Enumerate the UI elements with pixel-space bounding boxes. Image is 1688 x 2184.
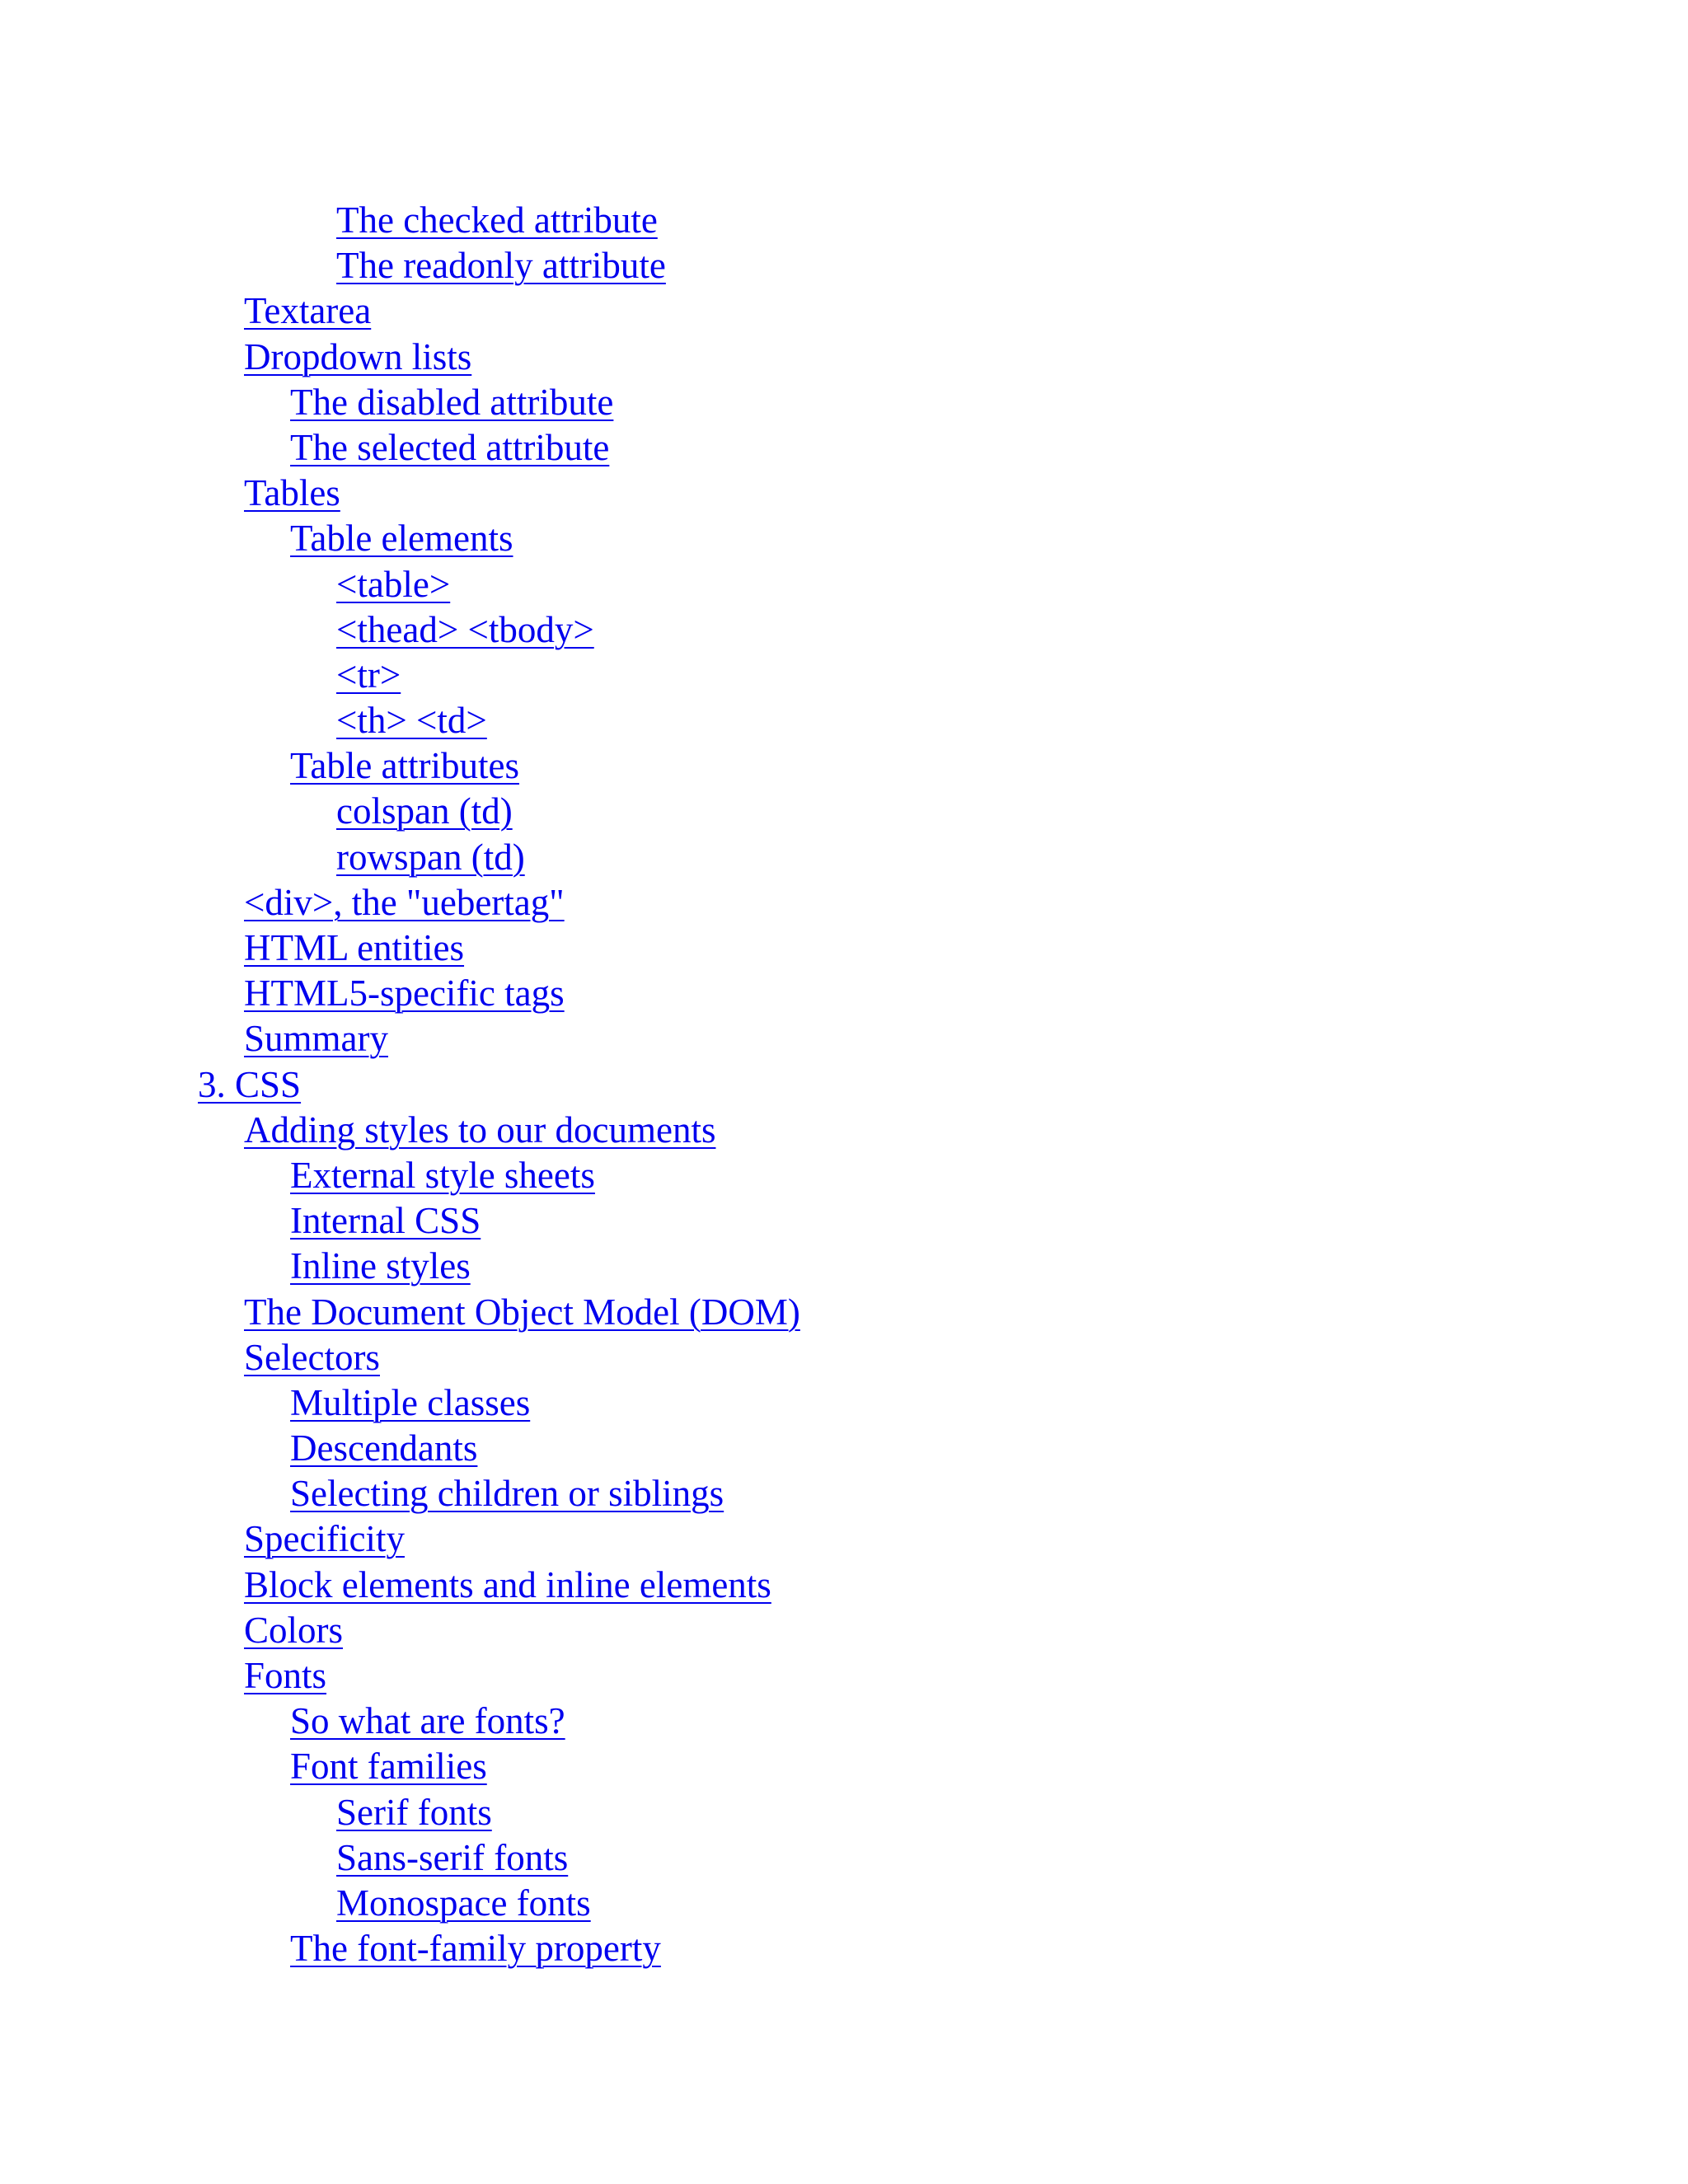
toc-link[interactable]: Colors [244, 1609, 344, 1651]
toc-entry [244, 926, 800, 971]
toc-entry [244, 1653, 800, 1699]
toc-entry [336, 1835, 800, 1881]
toc-entry [336, 835, 800, 880]
toc-entry [336, 198, 800, 243]
toc-link[interactable]: <div>, the "uebertag" [244, 881, 565, 923]
toc-entry [290, 1426, 800, 1471]
toc-link[interactable]: Multiple classes [290, 1381, 531, 1423]
toc-entry [290, 1380, 800, 1426]
toc-entry [336, 653, 800, 698]
toc-entry [336, 243, 800, 288]
toc-link[interactable]: Selectors [244, 1336, 380, 1378]
toc-entry [244, 471, 800, 516]
toc-link[interactable]: Font families [290, 1746, 487, 1788]
toc-entry [244, 1516, 800, 1562]
toc-entry [244, 880, 800, 926]
toc-link[interactable]: Serif fonts [336, 1791, 492, 1833]
toc-link[interactable]: Internal CSS [290, 1200, 481, 1242]
toc-link[interactable]: Monospace fonts [336, 1882, 591, 1924]
toc-link[interactable]: Descendants [290, 1427, 478, 1469]
toc-entry [290, 1198, 800, 1244]
toc-link[interactable]: Textarea [244, 290, 372, 332]
toc-entry [198, 1062, 800, 1108]
toc-link[interactable]: Block elements and inline elements [244, 1563, 771, 1605]
toc-entry [336, 698, 800, 743]
toc-link[interactable]: The readonly attribute [336, 245, 666, 287]
table-of-contents [0, 198, 800, 1971]
toc-entry [336, 1790, 800, 1835]
toc-link[interactable]: Table elements [290, 518, 513, 560]
toc-entry [290, 516, 800, 561]
toc-entry [244, 288, 800, 334]
toc-link[interactable]: The selected attribute [290, 426, 610, 468]
toc-link[interactable]: rowspan (td) [336, 836, 525, 878]
toc-entry [290, 1244, 800, 1289]
toc-link[interactable]: The Document Object Model (DOM) [244, 1291, 800, 1333]
toc-link[interactable]: colspan (td) [336, 790, 513, 832]
toc-entry [290, 1153, 800, 1198]
toc-entry [244, 1108, 800, 1153]
toc-entry [290, 1926, 800, 1971]
toc-entry [336, 1881, 800, 1926]
toc-link[interactable]: 3. CSS [198, 1063, 302, 1105]
toc-link[interactable]: Fonts [244, 1655, 327, 1696]
toc-entry [290, 425, 800, 471]
toc-entry [244, 1016, 800, 1062]
toc-entry [244, 1290, 800, 1335]
toc-link[interactable]: Inline styles [290, 1245, 471, 1287]
toc-link[interactable]: Adding styles to our documents [244, 1108, 716, 1151]
toc-link[interactable]: Summary [244, 1018, 388, 1060]
toc-link[interactable]: <tr> [336, 654, 401, 696]
toc-entry [244, 335, 800, 380]
toc-link[interactable]: Specificity [244, 1518, 405, 1560]
toc-link[interactable]: The disabled attribute [290, 381, 614, 423]
toc-link[interactable]: Table attributes [290, 745, 519, 787]
toc-entry [290, 1471, 800, 1516]
toc-entry [290, 380, 800, 425]
toc-entry [290, 1699, 800, 1744]
toc-link[interactable]: HTML entities [244, 927, 465, 968]
toc-entry [336, 789, 800, 834]
toc-entry [290, 1744, 800, 1789]
toc-entry [244, 971, 800, 1016]
toc-link[interactable]: <thead> <tbody> [336, 608, 594, 650]
toc-link[interactable]: So what are fonts? [290, 1700, 565, 1742]
toc-link[interactable]: Dropdown lists [244, 335, 472, 377]
toc-entry [244, 1563, 800, 1608]
toc-link[interactable]: HTML5-specific tags [244, 972, 565, 1015]
toc-link[interactable]: Selecting children or siblings [290, 1473, 724, 1515]
toc-link[interactable]: The font-family property [290, 1928, 661, 1970]
toc-link[interactable]: <table> [336, 563, 451, 605]
toc-link[interactable]: Tables [244, 472, 340, 514]
toc-entry [336, 562, 800, 607]
toc-entry [244, 1335, 800, 1380]
toc-link[interactable]: The checked attribute [336, 199, 658, 241]
toc-link[interactable]: <th> <td> [336, 700, 487, 742]
toc-entry [290, 743, 800, 789]
toc-link[interactable]: External style sheets [290, 1154, 595, 1196]
toc-link[interactable]: Sans-serif fonts [336, 1836, 569, 1878]
toc-entry [244, 1608, 800, 1653]
toc-entry [336, 607, 800, 653]
